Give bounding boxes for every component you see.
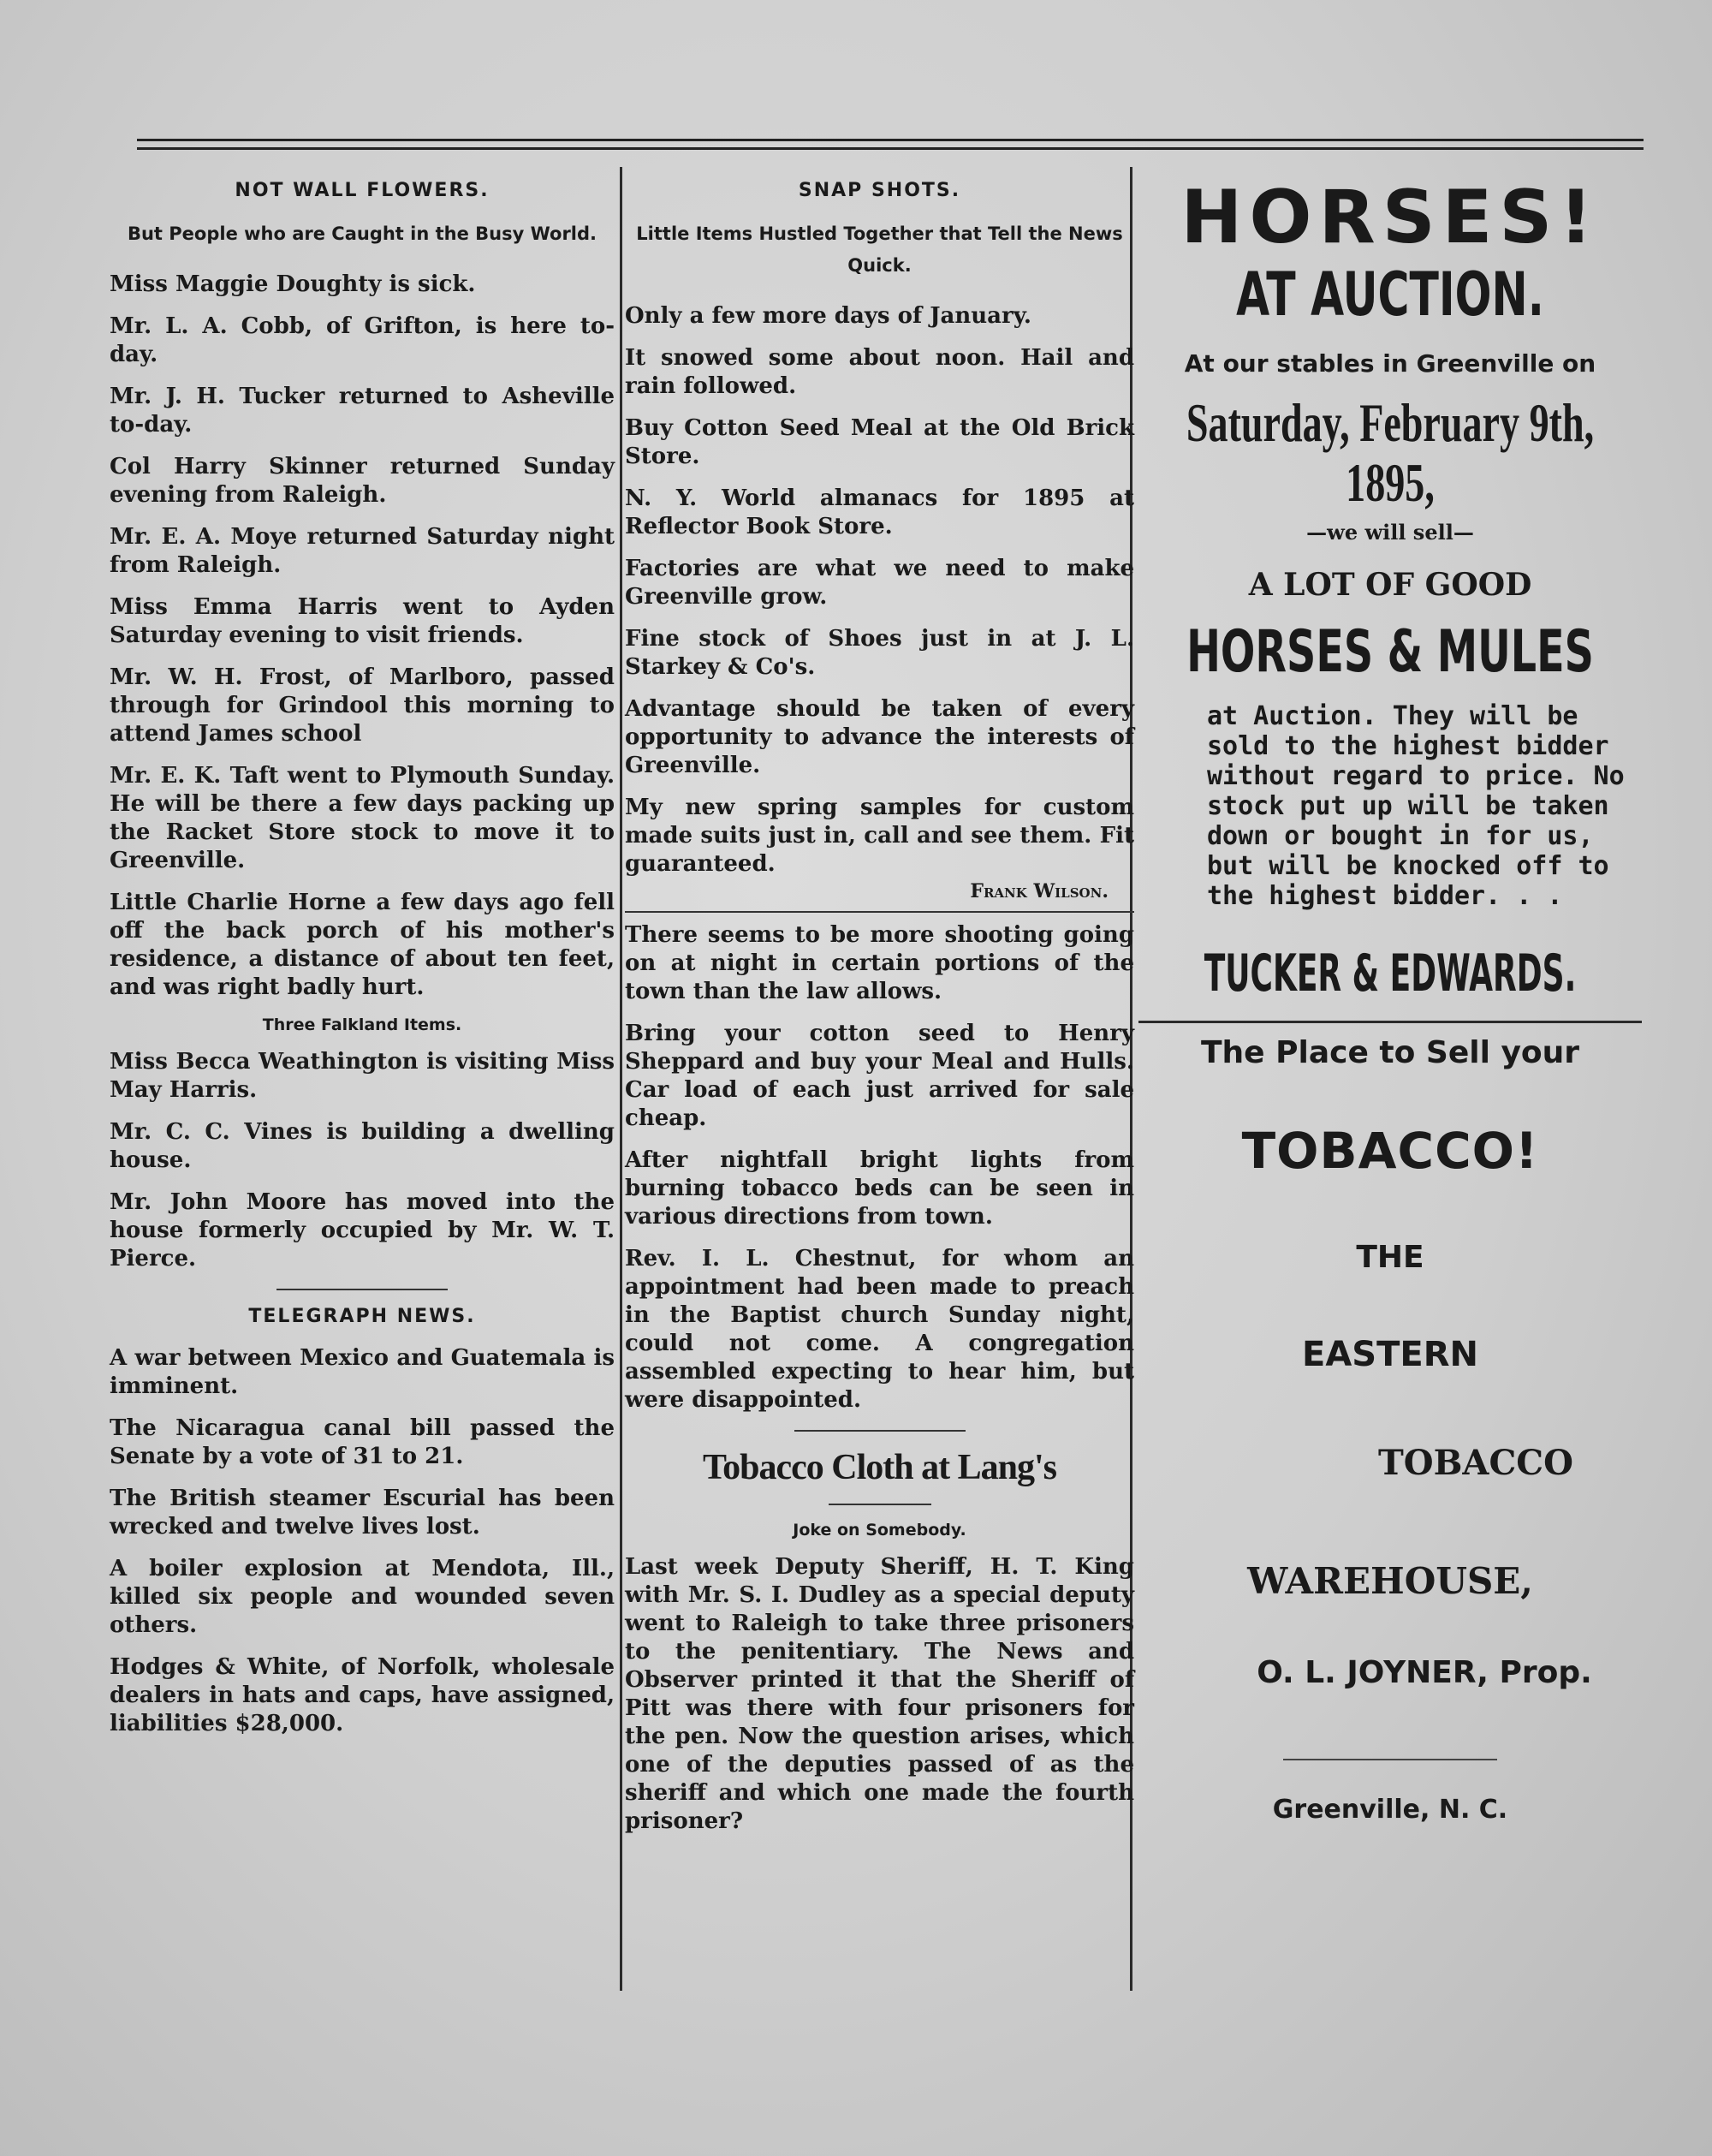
tobacco-ad-the: THE [1356, 1240, 1424, 1275]
tobacco-ad-city: Greenville, N. C. [1272, 1795, 1508, 1825]
item-rule [625, 911, 1134, 913]
auction-ad-stock: HORSES & MULES [1186, 618, 1594, 686]
news-item: My new spring samples for custom made suits just in, call and see them. Fit guaranteed. [625, 795, 1134, 877]
news-item: Only a few more days of January. [625, 303, 1031, 329]
news-item: Hodges & White, of Norfolk, wholesale dealers in hats and caps, have assigned, liabilities $28,000. [110, 1654, 615, 1736]
news-item: Miss Emma Harris went to Ayden Saturday evening to visit friends. [110, 594, 615, 648]
news-item: The Nicaragua canal bill passed the Senate by a vote of 31 to 21. [110, 1415, 615, 1469]
lang-advertisement: Tobacco Cloth at Lang's [702, 1448, 1057, 1487]
section-rule [829, 1504, 931, 1505]
news-item: Mr. E. K. Taft went to Plymouth Sunday. He will be there a few days packing up the Racket Store stock to move it to Greenville. [110, 763, 615, 873]
news-item: A boiler explosion at Mendota, Ill., killed six people and wounded seven others. [110, 1556, 615, 1638]
news-item: After nightfall bright lights from burning tobacco beds can be seen in various directions from town. [625, 1147, 1134, 1230]
tobacco-ad-intro: The Place to Sell your [1200, 1035, 1580, 1070]
news-item: Miss Maggie Doughty is sick. [110, 271, 476, 297]
top-rule [137, 139, 1644, 141]
section-deck: Little Items Hustled Together that Tell the News Quick. [636, 223, 1123, 276]
news-item: Factories are what we need to make Greenville grow. [625, 556, 1134, 610]
auction-ad-subtitle: AT AUCTION. [1236, 259, 1544, 330]
joke-subhead: Joke on Somebody. [793, 1521, 966, 1540]
news-item: Miss Becca Weathington is visiting Miss May Harris. [110, 1049, 615, 1103]
auction-ad-place: At our stables in Greenville on [1184, 349, 1596, 378]
news-item: Rev. I. L. Chestnut, for whom an appointment had been made to preach in the Baptist church Sunday night, could not come. A congregation assembled expecting to hear him, but were disappointed. [625, 1246, 1134, 1413]
section-headline: NOT WALL FLOWERS. [235, 180, 490, 201]
auction-ad-will-sell: —we will sell— [1306, 520, 1474, 545]
tobacco-ad-warehouse: WAREHOUSE, [1247, 1560, 1533, 1602]
falkland-subhead: Three Falkland Items. [262, 1015, 462, 1034]
signature: Frank Wilson. [970, 880, 1109, 902]
news-item: Fine stock of Shoes just in at J. L. Starkey & Co's. [625, 626, 1134, 680]
tobacco-ad-proprietor: O. L. JOYNER, Prop. [1257, 1655, 1592, 1690]
column-advertisements [1138, 170, 1642, 1825]
news-item: Mr. John Moore has moved into the house formerly occupied by Mr. W. T. Pierce. [110, 1189, 615, 1272]
news-item: Little Charlie Horne a few days ago fell off the back porch of his mother's residence, a distance of about ten feet, and was right badly hurt. [110, 890, 615, 1000]
news-item: The British steamer Escurial has been wrecked and twelve lives lost. [110, 1486, 615, 1540]
section-headline: SNAP SHOTS. [798, 180, 961, 201]
column-divider [620, 167, 622, 1991]
section-rule [276, 1289, 448, 1290]
news-item: Mr. L. A. Cobb, of Grifton, is here to-day. [110, 313, 615, 367]
tobacco-ad-product: TOBACCO! [1241, 1122, 1539, 1180]
news-item: It snowed some about noon. Hail and rain followed. [625, 345, 1134, 399]
news-item: A war between Mexico and Guatemala is imminent. [110, 1345, 615, 1399]
section-rule [794, 1430, 966, 1432]
news-item: Mr. E. A. Moye returned Saturday night from Raleigh. [110, 524, 615, 578]
auction-ad-title: HORSES! [1180, 175, 1600, 260]
column-snap-shots [625, 170, 1134, 1849]
news-item: Advantage should be taken of every opportunity to advance the interests of Greenville. [625, 696, 1134, 778]
news-item: Mr. J. H. Tucker returned to Asheville to-day. [110, 384, 615, 438]
column-local-news [110, 170, 615, 1752]
auction-ad-body: at Auction. They will be sold to the highest bidder without regard to price. No stock put up will be taken down or bought in for us, but will be knocked off to the highest bidder. . . [1207, 701, 1625, 911]
telegraph-headline: TELEGRAPH NEWS. [248, 1306, 476, 1327]
auction-ad-firm: TUCKER & EDWARDS. [1204, 944, 1577, 1004]
tobacco-ad-tobacco: TOBACCO [1378, 1443, 1573, 1483]
top-rule [137, 147, 1644, 150]
auction-ad-lot: A LOT OF GOOD [1248, 567, 1532, 603]
news-item: N. Y. World almanacs for 1895 at Reflector Book Store. [625, 485, 1134, 539]
news-item: Bring your cotton seed to Henry Sheppard and buy your Meal and Hulls. Car load of each just arrived for sale cheap. [625, 1021, 1134, 1131]
news-item: Last week Deputy Sheriff, H. T. King with Mr. S. I. Dudley as a special deputy went to Raleigh to take three prisoners to the penitentiary. The News and Observer printed it that the Sheriff of Pitt was there with four prisoners for the pen. Now the question arises, which one of the deputies passed of as the sheriff and which one made the fourth prisoner? [625, 1554, 1134, 1834]
auction-ad-date: Saturday, February 9th, 1895, [1186, 392, 1595, 513]
section-deck: But People who are Caught in the Busy World. [127, 223, 597, 244]
ad-rule [1138, 1021, 1642, 1023]
news-item: There seems to be more shooting going on at night in certain portions of the town than the law allows. [625, 922, 1134, 1004]
tobacco-ad-eastern: EASTERN [1302, 1335, 1478, 1374]
news-item: Mr. W. H. Frost, of Marlboro, passed through for Grindool this morning to attend James school [110, 664, 615, 747]
news-item: Mr. C. C. Vines is building a dwelling house. [110, 1119, 615, 1173]
ad-rule [1283, 1759, 1497, 1760]
news-item: Col Harry Skinner returned Sunday evening from Raleigh. [110, 454, 615, 508]
news-item: Buy Cotton Seed Meal at the Old Brick Store. [625, 415, 1134, 469]
